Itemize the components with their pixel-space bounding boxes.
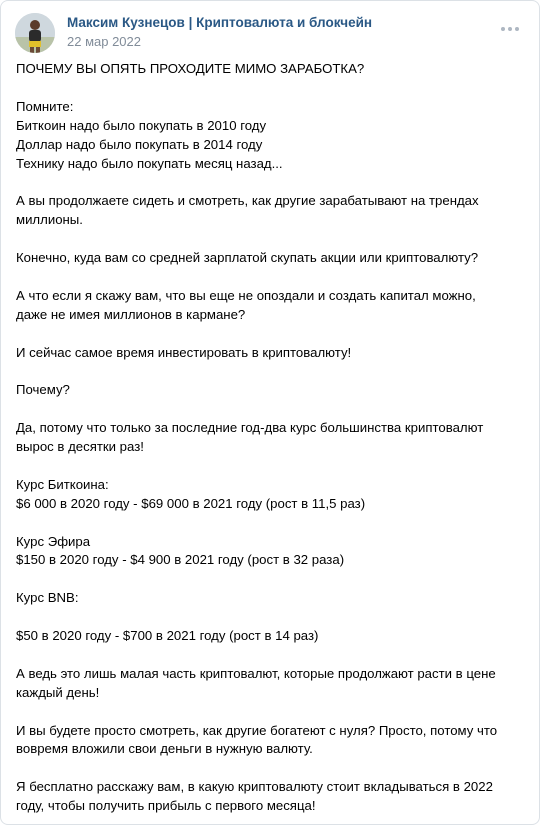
post-text-blank-line [16,514,531,533]
post-text-blank-line [16,325,531,344]
post-text-line: вырос в десятки раз! [16,439,144,455]
post-text-line: А что если я скажу вам, что вы еще не опоздали и создать капитал можно, [16,287,476,303]
author-avatar[interactable] [15,13,55,53]
post-text-line: каждый день! [16,684,100,700]
post-text-line: А вы продолжаете сидеть и смотреть, как другие зарабатывают на трендах [16,193,479,209]
post-text-line: Доллар надо было покупать в 2014 году [16,136,263,152]
post-text-line: Помните: [16,98,74,114]
dot [515,27,519,31]
post-text-blank-line [16,362,531,381]
post-text-line: даже не имея миллионов в кармане? [16,306,246,322]
post-text-blank-line [16,79,531,98]
post-text-blank-line [16,230,531,249]
post-text-line: Курс Биткоина: [16,476,109,492]
post-text-line: Курс BNB: [16,590,79,606]
post-text-blank-line [16,608,531,627]
post-text-line: Да, потому что только за последние год-два курс большинства криптовалют [16,420,484,436]
post-text-line: Я бесплатно расскажу вам, в какую криптовалюту стоит вкладываться в 2022 [16,779,493,795]
post-text-line: миллионы. [16,212,83,228]
post-date[interactable]: 22 мар 2022 [67,34,142,49]
post-text-blank-line [16,570,531,589]
post-text-blank-line [16,646,531,665]
post-text-blank-line [16,457,531,476]
dot [501,27,505,31]
post-text-blank-line [16,400,531,419]
post-text-line: Курс Эфира [16,533,91,549]
post-text-line: Конечно, куда вам со средней зарплатой скупать акции или криптовалюту? [16,250,479,266]
post-text-line: А ведь это лишь малая часть криптовалют, которые продолжают расти в цене [16,665,496,681]
more-dots-icon[interactable] [501,24,521,34]
post-header [15,13,527,53]
post-text-blank-line [16,268,531,287]
post-text-line: вовремя вложили свои деньги в нужную валюту. [16,741,313,757]
post-text-line: $50 в 2020 году - $700 в 2021 году (рост в 14 раз) [16,628,319,644]
post-text-line: Почему? [16,382,70,398]
post-text-blank-line [16,173,531,192]
dot [508,27,512,31]
post-text-blank-line [16,759,531,778]
post-text-line: году, чтобы получить прибыль с первого месяца! [16,798,316,814]
author-name-link[interactable]: Максим Кузнецов | Криптовалюта и блокчейн [67,15,373,30]
post-text-line: Биткоин надо было покупать в 2010 году [16,117,267,133]
post-text-blank-line [16,703,531,722]
post-text-line: $150 в 2020 году - $4 900 в 2021 году (рост в 32 раза) [16,552,345,568]
post-text [16,60,531,816]
post-text-line: И вы будете просто смотреть, как другие богатеют с нуля? Просто, потому что [16,722,498,738]
post-text-line: ПОЧЕМУ ВЫ ОПЯТЬ ПРОХОДИТЕ МИМО ЗАРАБОТКА? [16,61,365,76]
post-text-line: Технику надо было покупать месяц назад... [16,155,283,171]
post-text-line: $6 000 в 2020 году - $69 000 в 2021 году (рост в 11,5 раз) [16,495,366,511]
avatar-photo-icon [15,13,55,53]
post-text-line: И сейчас самое время инвестировать в криптовалюту! [16,344,352,360]
